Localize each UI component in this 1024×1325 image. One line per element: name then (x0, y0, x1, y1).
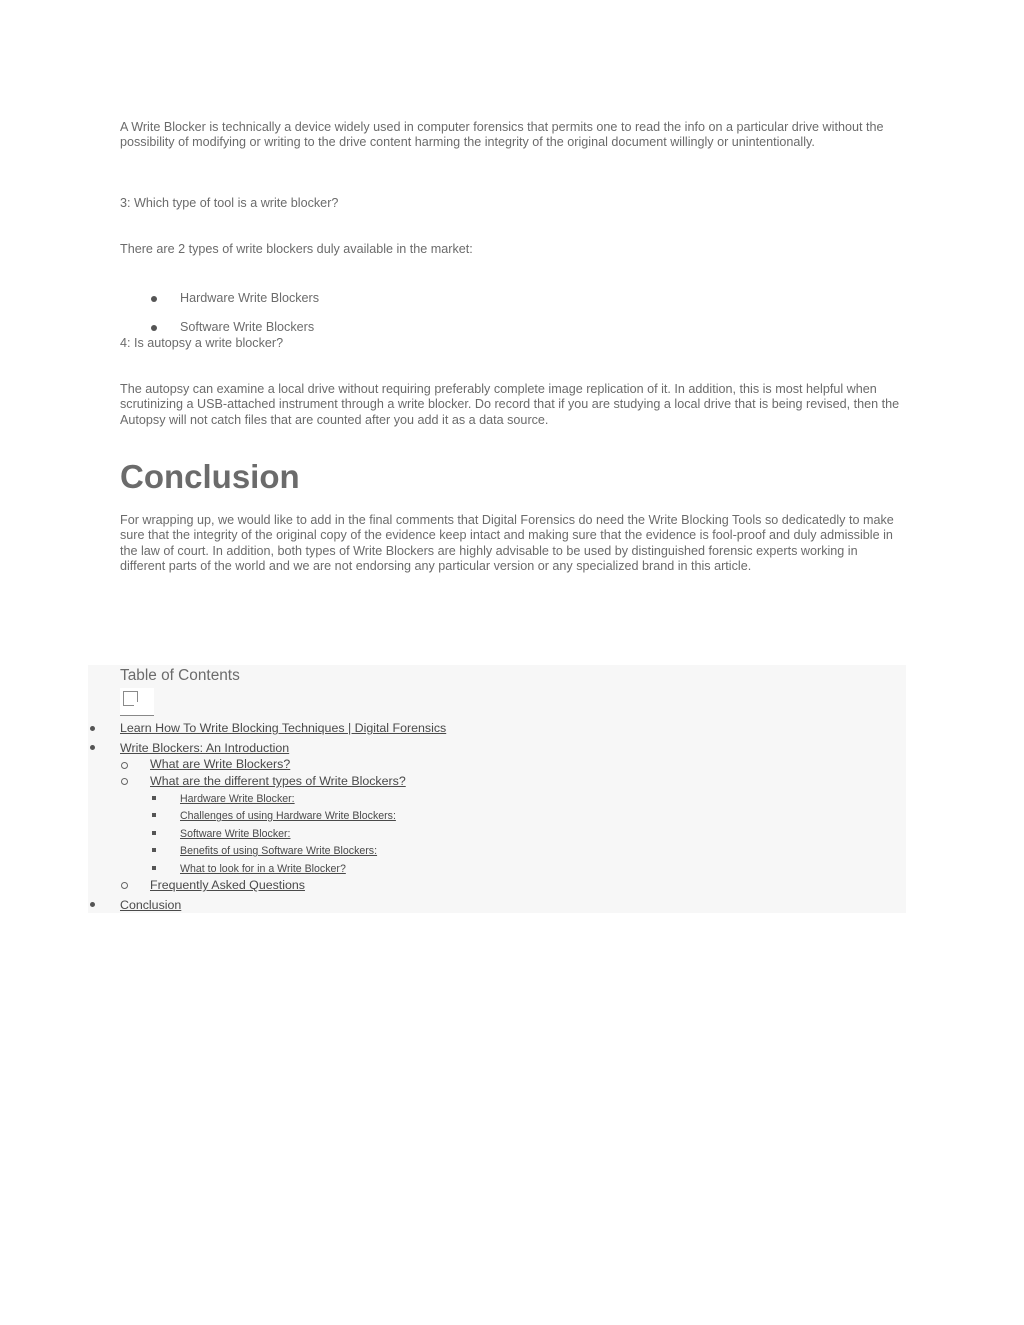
bullet-dot (151, 325, 157, 331)
bullet-square (152, 848, 156, 852)
bullet-circle (121, 882, 128, 889)
toc-link-faq[interactable]: Frequently Asked Questions (150, 878, 305, 892)
bullet-dot (151, 296, 157, 302)
bullet-dot (90, 726, 95, 731)
toc-link-hardware-challenges[interactable]: Challenges of using Hardware Write Blockers: (180, 810, 396, 822)
question-4: 4: Is autopsy a write blocker? (120, 336, 284, 350)
toc-link-software-benefits[interactable]: Benefits of using Software Write Blockers: (180, 845, 378, 857)
toc-link-different-types[interactable]: What are the different types of Write Blockers? (150, 774, 406, 788)
toc-link-write-blockers-intro[interactable]: Write Blockers: An Introduction (120, 741, 290, 755)
bullet-square (152, 831, 156, 835)
types-intro: There are 2 types of write blockers duly available in the market: (120, 242, 473, 256)
types-list-item-software: Software Write Blockers (180, 320, 315, 334)
intro-paragraph: A Write Blocker is technically a device widely used in computer forensics that permits one to read the info on a particular drive without the possibility of modifying or writing to the drive content harming the integrity of the original document willingly or unintentionally. (120, 120, 884, 150)
conclusion-heading: Conclusion (120, 458, 300, 495)
autopsy-paragraph: The autopsy can examine a local drive without requiring preferably complete image replication of it. In addition, this is most helpful when scrutinizing a USB-attached instrument through a write blocker. Do record that if you are studying a local drive that is being revised, then the Autopsy will not catch files that are counted after you add it as a data source. (120, 382, 900, 427)
toc-toggle-button[interactable] (120, 688, 154, 716)
toc-link-hardware-write-blocker[interactable]: Hardware Write Blocker: (180, 793, 295, 805)
toc-title: Table of Contents (120, 667, 240, 684)
bullet-dot (90, 902, 95, 907)
toggle-checkbox-icon (123, 691, 138, 706)
toc-link-what-to-look-for[interactable]: What to look for in a Write Blocker? (180, 863, 346, 875)
bullet-square (152, 813, 156, 817)
conclusion-paragraph: For wrapping up, we would like to add in the final comments that Digital Forensics do need the Write Blocking Tools so dedicatedly to make sure that the integrity of the original copy of the evidence keep intact and making sure that the evidence is fool-proof and duly admissible in the law of court. In addition, both types of Write Blockers are highly advisable to be used by distinguished forensic experts working in different parts of the world and we are not endorsing any particular version or any specialized brand in this article. (120, 513, 894, 574)
bullet-circle (121, 778, 128, 785)
toc-link-what-are-write-blockers[interactable]: What are Write Blockers? (150, 757, 291, 771)
bullet-dot (90, 745, 95, 750)
types-list-item-hardware: Hardware Write Blockers (180, 291, 320, 305)
question-3: 3: Which type of tool is a write blocker? (120, 196, 339, 210)
toc-link-learn-write-blocking[interactable]: Learn How To Write Blocking Techniques | Digital Forensics (120, 721, 447, 735)
bullet-square (152, 796, 156, 800)
toc-link-software-write-blocker[interactable]: Software Write Blocker: (180, 828, 291, 840)
bullet-square (152, 866, 156, 870)
toc-link-conclusion[interactable]: Conclusion (120, 898, 182, 912)
bullet-circle (121, 762, 128, 769)
